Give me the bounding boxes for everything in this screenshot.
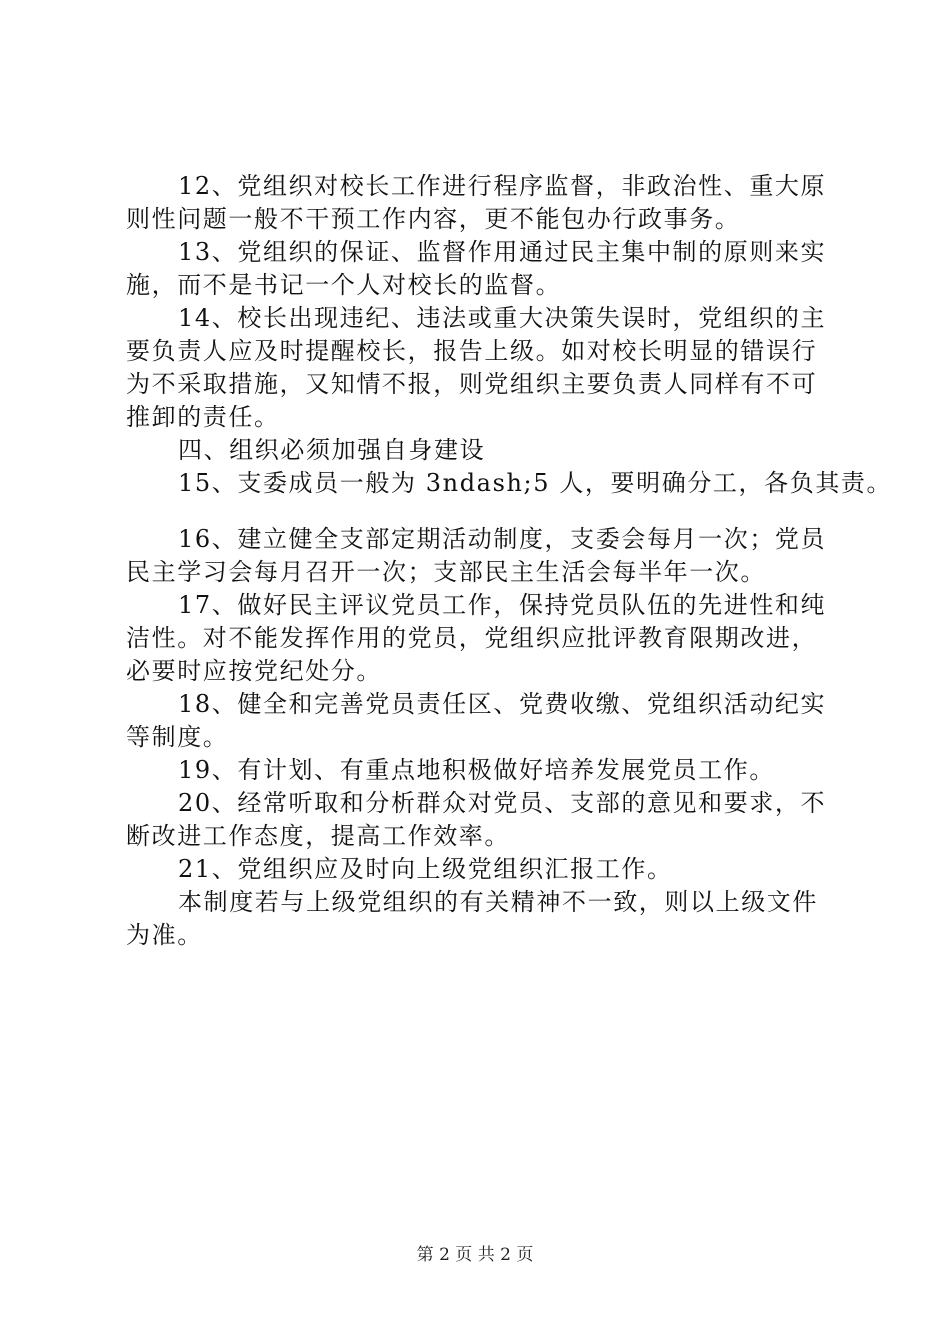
text-line: 20、经常听取和分析群众对党员、支部的意见和要求，不 [178, 789, 827, 817]
text-line: 本制度若与上级党组织的有关精神不一致，则以上级文件 [178, 888, 818, 916]
paragraph-16 [126, 523, 866, 589]
text-line: 17、做好民主评议党员工作，保持党员队伍的先进性和纯 [178, 591, 827, 619]
closing-paragraph [126, 886, 866, 952]
paragraph-20 [126, 787, 866, 853]
text-line: 等制度。 [126, 723, 229, 751]
text-line: 必要时应按党纪处分。 [126, 657, 382, 685]
text-line: 12、党组织对校长工作进行程序监督，非政治性、重大原 [178, 172, 827, 200]
paragraph-14 [126, 302, 866, 434]
text-line: 民主学习会每月召开一次；支部民主生活会每半年一次。 [126, 558, 766, 586]
text-line: 为不采取措施，又知情不报，则党组织主要负责人同样有不可 [126, 370, 818, 398]
text-line: 则性问题一般不干预工作内容，更不能包办行政事务。 [126, 205, 741, 233]
paragraph-15 [126, 467, 893, 500]
page-footer [0, 1244, 950, 1266]
section-heading-text: 四、组织必须加强自身建设 [178, 436, 486, 464]
paragraph-19 [126, 754, 866, 787]
text-line: 18、健全和完善党员责任区、党费收缴、党组织活动纪实 [178, 690, 827, 718]
text-line: 为准。 [126, 921, 203, 949]
text-line: 13、党组织的保证、监督作用通过民主集中制的原则来实 [178, 238, 827, 266]
section-heading-4 [126, 434, 866, 467]
document-body [126, 170, 893, 952]
text-line: 19、有计划、有重点地积极做好培养发展党员工作。 [178, 756, 775, 784]
text-line: 施，而不是书记一个人对校长的监督。 [126, 271, 562, 299]
text-line: 16、建立健全支部定期活动制度，支委会每月一次；党员 [178, 525, 827, 553]
text-line: 要负责人应及时提醒校长，报告上级。如对校长明显的错误行 [126, 337, 818, 365]
text-line: 15、支委成员一般为 3ndash;5 人，要明确分工，各负其责。 [178, 469, 893, 497]
text-line: 21、党组织应及时向上级党组织汇报工作。 [178, 855, 673, 883]
paragraph-21 [126, 853, 866, 886]
paragraph-18 [126, 688, 866, 754]
paragraph-13 [126, 236, 866, 302]
paragraph-17 [126, 589, 866, 688]
text-line: 推卸的责任。 [126, 403, 280, 431]
page-number: 第 2 页 共 2 页 [416, 1245, 534, 1265]
text-line: 断改进工作态度，提高工作效率。 [126, 822, 510, 850]
paragraph-12 [126, 170, 866, 236]
text-line: 14、校长出现违纪、违法或重大决策失误时，党组织的主 [178, 304, 827, 332]
text-line: 洁性。对不能发挥作用的党员，党组织应批评教育限期改进， [126, 624, 818, 652]
